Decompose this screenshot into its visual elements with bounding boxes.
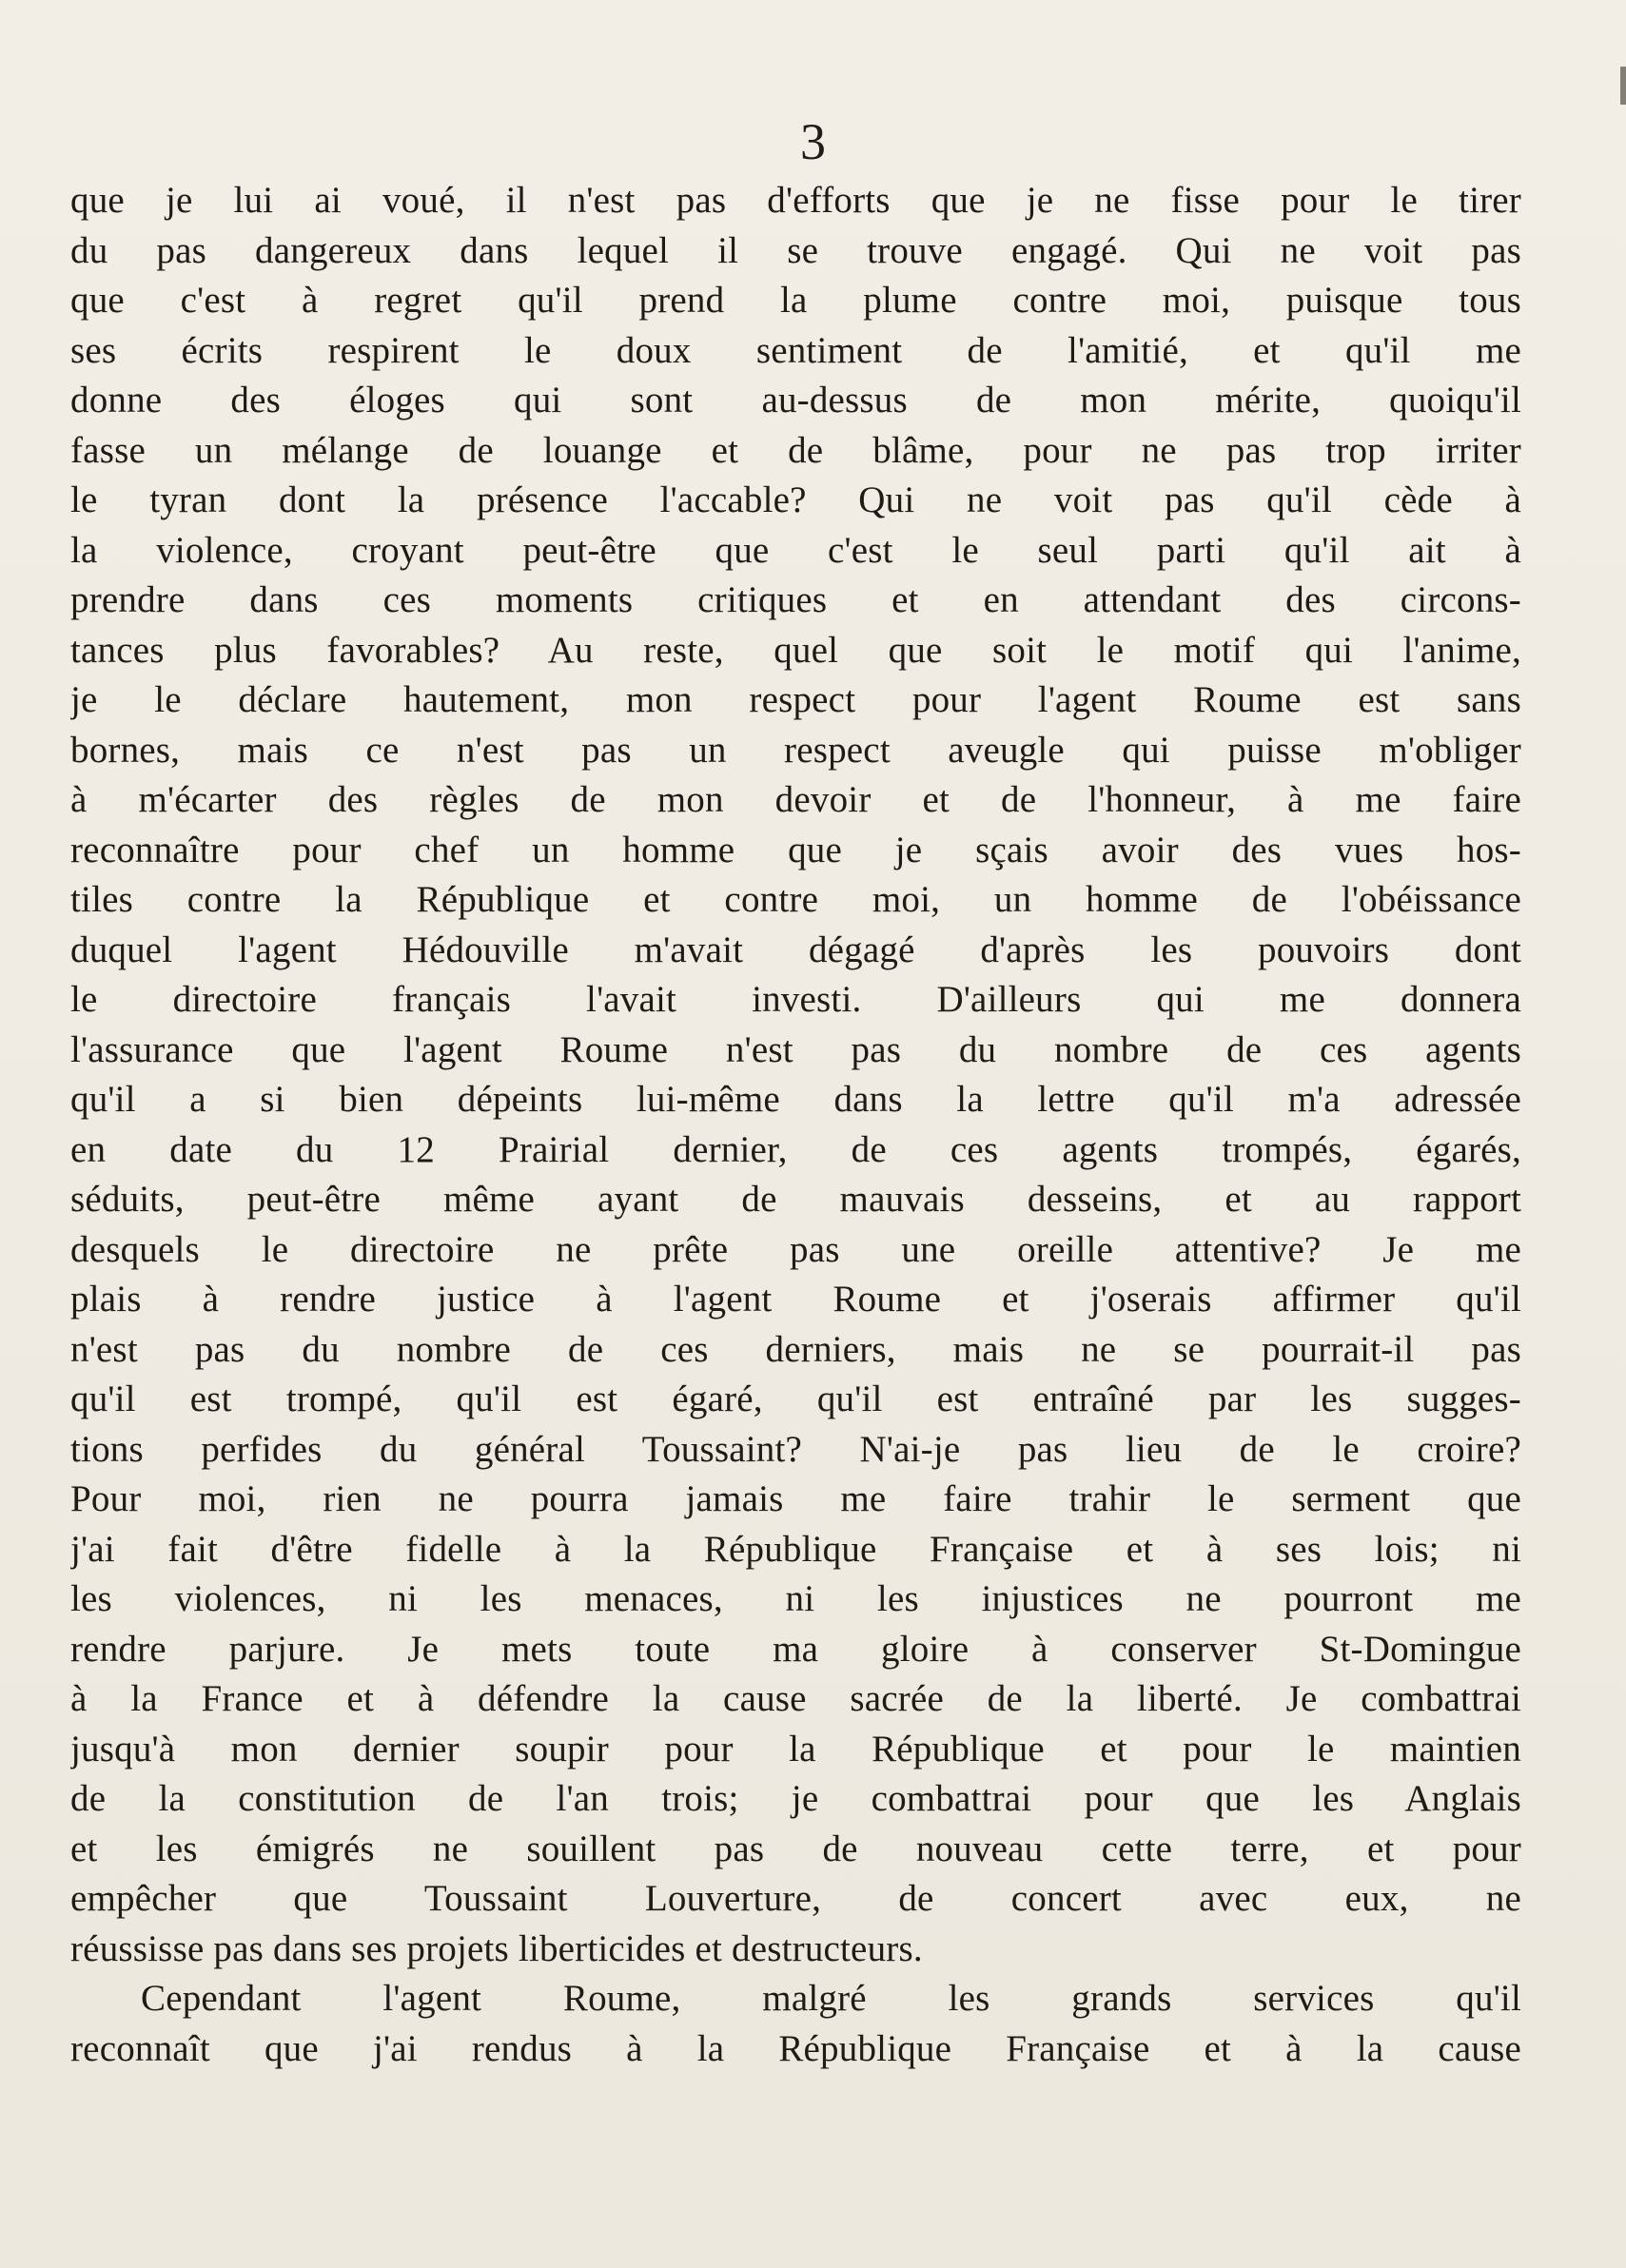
text-line: reconnaître pour chef un homme que je sçais avoir des vues hos- — [70, 829, 1521, 870]
text-line: ses écrits respirent le doux sentiment de l'amitié, et qu'il me — [70, 329, 1521, 371]
page-edge-mark — [1620, 67, 1626, 105]
text-line: séduits, peut-être même ayant de mauvais desseins, et au rapport — [70, 1179, 1521, 1220]
text-line: tances plus favorables? Au reste, quel que soit le motif qui l'anime, — [70, 629, 1521, 671]
text-line: que je lui ai voué, il n'est pas d'efforts que je ne fisse pour le tirer — [70, 180, 1521, 221]
text-line: de la constitution de l'an trois; je combattrai pour que les Anglais — [70, 1778, 1521, 1819]
text-line: à la France et à défendre la cause sacrée de la liberté. Je combattrai — [70, 1678, 1521, 1719]
text-line: donne des éloges qui sont au-dessus de mon mérite, quoiqu'il — [70, 380, 1521, 420]
text-line: tions perfides du général Toussaint? N'ai-je pas lieu de le croire? — [70, 1428, 1521, 1470]
text-line: Pour moi, rien ne pourra jamais me faire trahir le serment que — [70, 1478, 1521, 1519]
text-line: et les émigrés ne souillent pas de nouveau cette terre, et pour — [70, 1828, 1521, 1869]
text-line: le directoire français l'avait investi. D'ailleurs qui me donnera — [70, 979, 1521, 1020]
text-line: prendre dans ces moments critiques et en attendant des circons- — [70, 579, 1521, 620]
text-line: plais à rendre justice à l'agent Roume et j'oserais affirmer qu'il — [70, 1279, 1521, 1320]
text-line: j'ai fait d'être fidelle à la République Française et à ses lois; ni — [70, 1528, 1521, 1570]
text-line: reconnaît que j'ai rendus à la République Française et à la cause — [70, 2027, 1521, 2069]
text-line: du pas dangereux dans lequel il se trouve engagé. Qui ne voit pas — [70, 229, 1521, 271]
text-line: à m'écarter des règles de mon devoir et de l'honneur, à me faire — [70, 779, 1521, 820]
text-line: réussisse pas dans ses projets liberticides et destructeurs. — [70, 1927, 923, 1969]
text-line: fasse un mélange de louange et de blâme, pour ne pas trop irriter — [70, 429, 1521, 471]
text-line: jusqu'à mon dernier soupir pour la République et pour le maintien — [70, 1728, 1521, 1769]
text-line: en date du 12 Prairial dernier, de ces agents trompés, égarés, — [70, 1128, 1521, 1170]
text-line: le tyran dont la présence l'accable? Qui ne voit pas qu'il cède à — [70, 479, 1521, 520]
text-line: les violences, ni les menaces, ni les injustices ne pourront me — [70, 1578, 1521, 1619]
text-line: desquels le directoire ne prête pas une oreille attentive? Je me — [70, 1228, 1521, 1270]
text-line: l'assurance que l'agent Roume n'est pas du nombre de ces agents — [70, 1028, 1521, 1070]
text-line: rendre parjure. Je mets toute ma gloire à conserver St-Domingue — [70, 1628, 1521, 1670]
text-line: Cependant l'agent Roume, malgré les grands services qu'il — [141, 1978, 1521, 2019]
text-line: qu'il a si bien dépeints lui-même dans la lettre qu'il m'a adressée — [70, 1079, 1521, 1120]
text-line: tiles contre la République et contre moi, un homme de l'obéissance — [70, 879, 1521, 920]
text-line: empêcher que Toussaint Louverture, de concert avec eux, ne — [70, 1878, 1521, 1919]
text-line: n'est pas du nombre de ces derniers, mais ne se pourrait-il pas — [70, 1328, 1521, 1370]
text-line: que c'est à regret qu'il prend la plume contre moi, puisque tous — [70, 280, 1521, 321]
text-line: duquel l'agent Hédouville m'avait dégagé d'après les pouvoirs dont — [70, 929, 1521, 970]
text-line: je le déclare hautement, mon respect pour l'agent Roume est sans — [70, 679, 1521, 720]
text-line: bornes, mais ce n'est pas un respect aveugle qui puisse m'obliger — [70, 729, 1521, 771]
body-text — [70, 176, 1521, 2074]
page-number: 3 — [800, 113, 826, 170]
text-line: qu'il est trompé, qu'il est égaré, qu'il est entraîné par les sugges- — [70, 1378, 1521, 1419]
text-line: la violence, croyant peut-être que c'est le seul parti qu'il ait à — [70, 529, 1521, 571]
